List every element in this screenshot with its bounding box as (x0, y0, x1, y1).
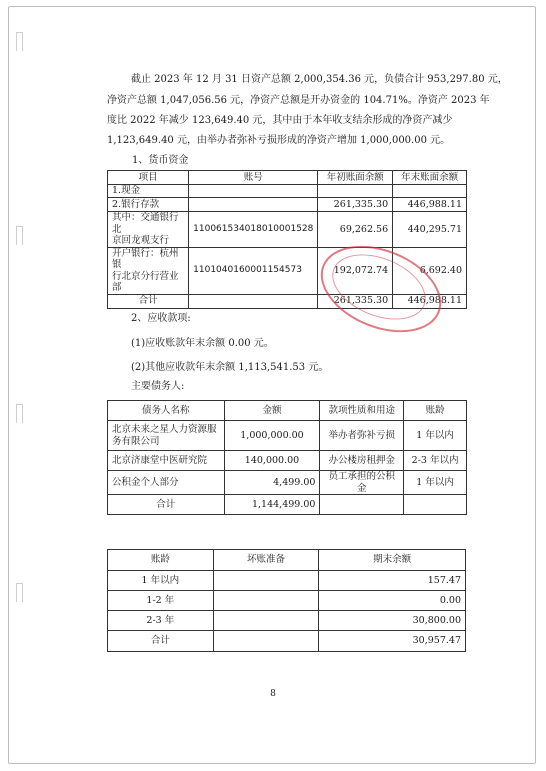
age-cell: 2-3 年以内 (404, 451, 467, 471)
binding-mark (16, 32, 23, 51)
item-cell (108, 247, 189, 294)
table-row (108, 471, 467, 495)
column-header: 债务人名称 (108, 401, 225, 421)
table-row (108, 591, 466, 611)
intro-line-2: 净资产总额 1,047,056.56 元，净资产总额是开办资金的 104.71%。净资产 2023 年 (107, 95, 490, 106)
amount-cell: 4,499.00 (224, 471, 320, 495)
amount-cell: 140,000.00 (224, 451, 320, 471)
table-header-row (108, 550, 466, 571)
account-cell: 110061534018010001528 (189, 212, 318, 248)
receivable-line-1: (1)应收账款年末余额 0.00 元。 (131, 338, 274, 349)
intro-line-3: 度比 2022 年减少 123,649.40 元，其中由于本年收支结余形成的净资产减少 (107, 115, 453, 126)
age-cell: 1 年以内 (404, 471, 467, 495)
end-balance-cell: 6,692.40 (393, 247, 467, 294)
item-cell-line: 其中：交通银行北 (112, 212, 179, 235)
column-header: 金额 (224, 401, 320, 421)
table-row (108, 631, 466, 652)
item-cell-line: 行北京分行营业 (112, 270, 179, 282)
bad-debt-cell (213, 611, 319, 631)
column-header: 坏账准备 (213, 550, 319, 571)
debtor-table (107, 400, 467, 515)
age-cell: 1 年以内 (404, 421, 467, 451)
end-balance-cell: 446,988.11 (393, 294, 467, 308)
age-cell: 1-2 年 (108, 591, 214, 611)
account-cell: 1101040160001154573 (189, 247, 318, 294)
item-cell: 2.银行存款 (108, 198, 189, 212)
nature-cell: 员工承担的公积金 (320, 471, 404, 495)
debtor-name-cell: 合计 (108, 495, 225, 515)
column-header: 项目 (108, 171, 189, 185)
bad-debt-cell (213, 571, 319, 591)
table-row (108, 212, 467, 248)
debtor-name-line: 北京未来之星人力资源服 (112, 424, 217, 435)
table-header-row (108, 171, 467, 185)
bad-debt-cell (213, 631, 319, 652)
section-title-cash: 1、货币资金 (132, 155, 189, 166)
debtor-name-line: 务有限公司 (112, 435, 160, 447)
intro-line-1: 截止 2023 年 12 月 31 日资产总额 2,000,354.36 元，负债合计 953,297.80 元， (131, 74, 508, 85)
page-number: 8 (270, 689, 276, 699)
aging-table (107, 549, 466, 652)
debtor-name-cell: 北京济康堂中医研究院 (108, 451, 225, 471)
age-cell: 1 年以内 (108, 571, 214, 591)
intro-line-4: 1,123,649.40 元，由举办者弥补亏损形成的净资产增加 1,000,000.00 元。 (107, 135, 451, 146)
table-row (108, 611, 466, 631)
column-header: 账龄 (108, 550, 214, 571)
balance-cell: 157.47 (319, 571, 466, 591)
table-row (108, 571, 466, 591)
binding-mark (16, 404, 23, 423)
age-cell (404, 495, 467, 515)
bad-debt-cell (213, 591, 319, 611)
age-cell: 合计 (108, 631, 214, 652)
age-cell: 2-3 年 (108, 611, 214, 631)
nature-cell: 办公楼房租押金 (320, 451, 404, 471)
account-cell (189, 185, 318, 198)
table-row (108, 185, 467, 198)
column-header: 期末余额 (319, 550, 466, 571)
table-row (108, 451, 467, 471)
column-header: 账号 (189, 171, 318, 185)
item-cell: 1.现金 (108, 185, 189, 198)
amount-cell: 1,144,499.00 (224, 495, 320, 515)
account-cell (189, 198, 318, 212)
begin-balance-cell: 69,262.56 (318, 212, 393, 248)
balance-cell: 30,957.47 (319, 631, 466, 652)
item-cell-line: 京回龙观支行 (112, 235, 170, 246)
item-cell-line: 部 (112, 282, 122, 293)
debtors-title: 主要债务人: (131, 381, 185, 392)
debtor-name-cell (108, 421, 225, 451)
table-header-row (108, 401, 467, 421)
column-header: 账龄 (404, 401, 467, 421)
column-header: 年末账面余额 (393, 171, 467, 185)
section-title-receivables: 2、应收款项: (131, 313, 191, 324)
binding-mark (16, 583, 23, 602)
end-balance-cell: 440,295.71 (393, 212, 467, 248)
nature-cell (320, 495, 404, 515)
column-header: 款项性质和用途 (320, 401, 404, 421)
table-row (108, 421, 467, 451)
table-row (108, 198, 467, 212)
begin-balance-cell (318, 185, 393, 198)
receivable-line-2: (2)其他应收款年末余额 1,113,541.53 元。 (131, 362, 329, 373)
account-cell (189, 294, 318, 308)
end-balance-cell: 446,988.11 (393, 198, 467, 212)
item-cell (108, 212, 189, 248)
item-cell: 合计 (108, 294, 189, 308)
end-balance-cell (393, 185, 467, 198)
nature-cell: 举办者弥补亏损 (320, 421, 404, 451)
table-row (108, 495, 467, 515)
balance-cell: 0.00 (319, 591, 466, 611)
begin-balance-cell: 192,072.74 (318, 247, 393, 294)
debtor-name-cell: 公积金个人部分 (108, 471, 225, 495)
item-cell-line: 开户银行：杭州银 (112, 247, 179, 270)
begin-balance-cell: 261,335.30 (318, 198, 393, 212)
begin-balance-cell: 261,335.30 (318, 294, 393, 308)
balance-cell: 30,800.00 (319, 611, 466, 631)
column-header: 年初账面余额 (318, 171, 393, 185)
binding-mark (16, 226, 23, 245)
amount-cell: 1,000,000.00 (224, 421, 320, 451)
